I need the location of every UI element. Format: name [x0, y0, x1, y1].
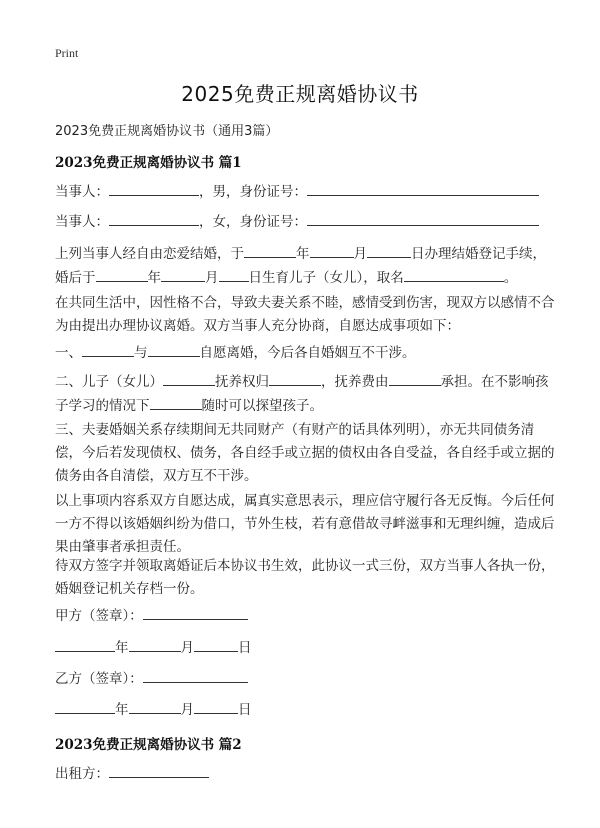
item-text: 抚养权归: [215, 374, 269, 390]
name-blank: [109, 180, 199, 196]
item-text: 一、: [55, 345, 82, 361]
lessor-line: [55, 762, 555, 786]
marriage-text: 年: [147, 270, 161, 286]
year-blank: [96, 266, 148, 282]
lessor-label: 出租方：: [55, 766, 109, 782]
party-blank: [82, 341, 134, 357]
item-2: [55, 370, 555, 418]
item-text: 承担。在不影响孩子学习的情况下: [55, 374, 549, 414]
item-text: 二、儿子（女儿）: [55, 374, 163, 390]
signature-blank: [143, 667, 248, 683]
day-blank: [194, 636, 238, 652]
party-b-signature: [55, 667, 555, 691]
effect-paragraph: 待双方签字并领取离婚证后本协议书生效，此协议一式三份，双方当事人各执一份，婚姻登记机关存档一份。: [55, 558, 555, 597]
item-3: 三、夫妻婚姻关系存续期间无共同财产（有财产的话具体列明），亦无共同债务清偿，今后若发现债权、债务，各自经手或立据的债权由各自受益，各自经手或立据的债务由各自清偿，双方互不干涉。: [55, 422, 555, 484]
day-label: 日: [238, 640, 252, 656]
lessor-blank: [109, 762, 209, 778]
date-line-b: [55, 698, 555, 722]
marriage-text: 日生育儿子（女儿），取名: [248, 270, 404, 286]
year-blank: [55, 636, 115, 652]
child-blank: [163, 370, 215, 386]
month-label: 月: [180, 702, 194, 718]
item-text: 与: [134, 345, 148, 361]
day-blank: [367, 242, 411, 258]
party-label: 当事人：: [55, 214, 109, 230]
item-text: 随时可以探望孩子。: [201, 398, 323, 414]
item-1: [55, 341, 555, 365]
month-blank: [129, 636, 181, 652]
print-label: Print: [55, 46, 79, 60]
custody-blank: [269, 370, 321, 386]
gender-id-label: ，男，身份证号：: [199, 184, 307, 200]
visitor-blank: [150, 394, 202, 410]
year-blank: [244, 242, 296, 258]
party-line-female: [55, 210, 555, 234]
month-blank: [129, 698, 181, 714]
name-blank: [109, 210, 199, 226]
signature-label: 乙方（签章）：: [55, 671, 143, 687]
item-text: ，抚养费由: [321, 374, 389, 390]
party-blank: [148, 341, 200, 357]
id-number-blank: [307, 210, 539, 226]
marriage-text: 。: [503, 270, 518, 286]
date-line-a: [55, 636, 555, 660]
month-label: 月: [180, 640, 194, 656]
year-blank: [55, 698, 115, 714]
month-blank: [310, 242, 354, 258]
year-label: 年: [115, 702, 129, 718]
party-label: 当事人：: [55, 184, 109, 200]
month-blank: [161, 266, 205, 282]
year-label: 年: [115, 640, 129, 656]
binding-paragraph: 以上事项内容系双方自愿达成，属真实意思表示，理应信守履行各无反悔。今后任何一方不得以该婚姻纠纷为借口，节外生枝，若有意借故寻衅滋事和无理纠缠，造成后果由肇事者承担责任。: [55, 493, 555, 555]
day-label: 日: [238, 702, 252, 718]
item-text: 自愿离婚，今后各自婚姻互不干涉。: [199, 345, 416, 361]
support-blank: [389, 370, 441, 386]
marriage-text: 月: [353, 246, 367, 262]
party-a-signature: [55, 604, 555, 628]
party-line-male: [55, 180, 555, 204]
document-title: 2025免费正规离婚协议书: [181, 82, 419, 106]
marriage-text: 上列当事人经自由恋爱结婚，于: [55, 246, 244, 262]
signature-label: 甲方（签章）：: [55, 608, 143, 624]
document-subtitle: 2023免费正规离婚协议书（通用3篇）: [55, 124, 279, 139]
child-name-blank: [404, 266, 504, 282]
reason-paragraph: 在共同生活中，因性格不合，导致夫妻关系不睦，感情受到伤害，现双方以感情不合为由提出办理协议离婚。双方当事人充分协商，自愿达成事项如下：: [55, 295, 555, 334]
section-heading-1: 2023免费正规离婚协议书 篇1: [55, 155, 242, 171]
day-blank: [219, 266, 249, 282]
signature-blank: [143, 604, 248, 620]
marriage-text: 年: [296, 246, 310, 262]
id-number-blank: [307, 180, 539, 196]
day-blank: [194, 698, 238, 714]
marriage-paragraph: [55, 242, 555, 290]
section-heading-2: 2023免费正规离婚协议书 篇2: [55, 737, 242, 753]
marriage-text: 月: [205, 270, 219, 286]
marriage-text: 日办理结婚登记手续，婚后于: [55, 246, 546, 286]
gender-id-label: ，女，身份证号：: [199, 214, 307, 230]
